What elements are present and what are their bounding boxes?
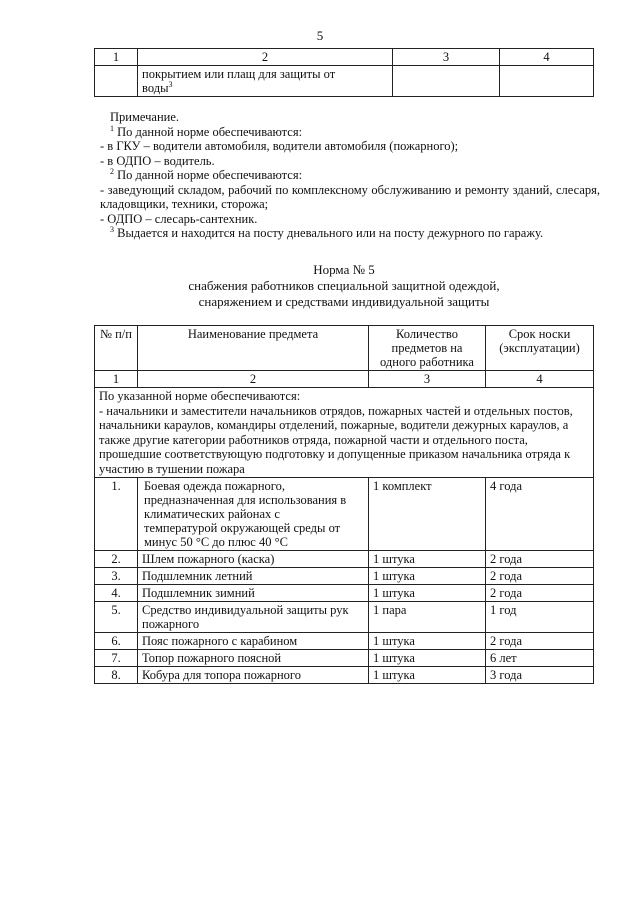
footnote-marker: 1 — [110, 123, 114, 133]
row-term: 3 года — [486, 667, 594, 684]
row-quantity: 1 штука — [369, 585, 486, 602]
table-cell: 1 — [95, 49, 138, 66]
row-quantity: 1 штука — [369, 551, 486, 568]
norm-title-line: снаряжением и средствами индивидуальной защиты — [198, 294, 490, 309]
note-text: - в ГКУ – водители автомобиля, водители автомобиля (пожарного); — [100, 139, 459, 153]
row-term: 4 года — [486, 478, 594, 551]
column-header-quantity: Количество предметов на одного работника — [369, 326, 486, 371]
footnote-marker: 3 — [168, 79, 173, 89]
note-text: По данной норме обеспечиваются: — [117, 168, 303, 182]
row-quantity: 1 штука — [369, 650, 486, 667]
table-cell: 2 — [138, 49, 393, 66]
norm-title-line: Норма № 5 — [313, 262, 375, 277]
column-header-term: Срок носки (эксплуатации) — [486, 326, 594, 371]
table-cell: 4 — [500, 49, 594, 66]
row-quantity: 1 комплект — [369, 478, 486, 551]
row-item-name: Кобура для топора пожарного — [138, 667, 369, 684]
row-item-name: Подшлемник зимний — [138, 585, 369, 602]
row-term: 2 года — [486, 585, 594, 602]
row-quantity: 1 штука — [369, 667, 486, 684]
cell-text-line: воды — [142, 81, 169, 95]
row-quantity: 1 пара — [369, 602, 486, 633]
table-cell: 3 — [369, 371, 486, 388]
row-item-name: Пояс пожарного с карабином — [138, 633, 369, 650]
row-number: 1. — [95, 478, 138, 551]
row-item-name: Топор пожарного поясной — [138, 650, 369, 667]
row-term: 1 год — [486, 602, 594, 633]
table-row — [95, 585, 594, 602]
table-cell — [393, 66, 500, 97]
table-row — [95, 568, 594, 585]
row-number: 8. — [95, 667, 138, 684]
row-item-name: Средство индивидуальной защиты рук пожарного — [138, 602, 369, 633]
row-number: 6. — [95, 633, 138, 650]
row-quantity: 1 штука — [369, 568, 486, 585]
note-text: - ОДПО – слесарь-сантехник. — [100, 211, 258, 226]
norm-table — [94, 325, 594, 684]
row-number: 5. — [95, 602, 138, 633]
row-number: 4. — [95, 585, 138, 602]
table-row — [95, 633, 594, 650]
row-number: 3. — [95, 568, 138, 585]
notes-heading: Примечание. — [110, 110, 180, 124]
table-row — [95, 478, 594, 551]
table-group-row — [95, 388, 594, 478]
norm-title — [94, 262, 594, 310]
table-row — [95, 66, 594, 97]
table-cell — [95, 66, 138, 97]
row-item-name: Шлем пожарного (каска) — [138, 551, 369, 568]
note-text: По данной норме обеспечиваются: — [117, 124, 303, 139]
table-row — [95, 551, 594, 568]
row-term: 2 года — [486, 551, 594, 568]
note-text: - заведующий складом, рабочий по комплексному обслуживанию и ремонту зданий, слесаря, кладовщики, техники, сторожа; — [100, 182, 600, 211]
row-number: 7. — [95, 650, 138, 667]
table-cell: 3 — [393, 49, 500, 66]
row-item-name: Подшлемник летний — [138, 568, 369, 585]
table-numbering-row — [95, 371, 594, 388]
continued-table — [94, 48, 594, 97]
column-header-name: Наименование предмета — [138, 326, 369, 371]
table-cell: 1 — [95, 371, 138, 388]
table-header-row — [95, 326, 594, 371]
note-text: - в ОДПО – водитель. — [100, 153, 215, 168]
table-cell: 2 — [138, 371, 369, 388]
table-row — [95, 667, 594, 684]
table-row — [95, 650, 594, 667]
footnote-marker: 3 — [110, 224, 114, 234]
footnote-marker: 2 — [110, 166, 114, 176]
row-quantity: 1 штука — [369, 633, 486, 650]
table-row — [95, 602, 594, 633]
row-term: 2 года — [486, 633, 594, 650]
notes-block — [100, 110, 600, 241]
row-term: 2 года — [486, 568, 594, 585]
row-number: 2. — [95, 551, 138, 568]
note-text: Выдается и находится на посту дневального или на посту дежурного по гаражу. — [117, 226, 544, 240]
table-header-row — [95, 49, 594, 66]
group-description: По указанной норме обеспечиваются: - начальники и заместители начальников отрядов, пожарных частей и отдельных постов, начальники караулов, командиры отделений, пожарные, водители дежурных караулов, а также другие категории работников отряда, пожарной части и отдельного поста, прошедшие соответствующую подготовку и допущенные приказом начальника отряда к участию в тушении пожара — [95, 388, 594, 478]
cell-text-line: покрытием или плащ для защиты от — [142, 67, 336, 81]
column-header-number: № п/п — [95, 326, 138, 371]
table-cell — [500, 66, 594, 97]
table-cell: 4 — [486, 371, 594, 388]
table-cell — [138, 66, 393, 97]
norm-title-line: снабжения работников специальной защитной одеждой, — [188, 278, 500, 293]
row-item-name: Боевая одежда пожарного, предназначенная для использования в климатических районах с температурой окружающей среды от минус 50 °С до плюс 40 °С — [138, 478, 369, 551]
page-number: 5 — [316, 28, 324, 43]
row-term: 6 лет — [486, 650, 594, 667]
